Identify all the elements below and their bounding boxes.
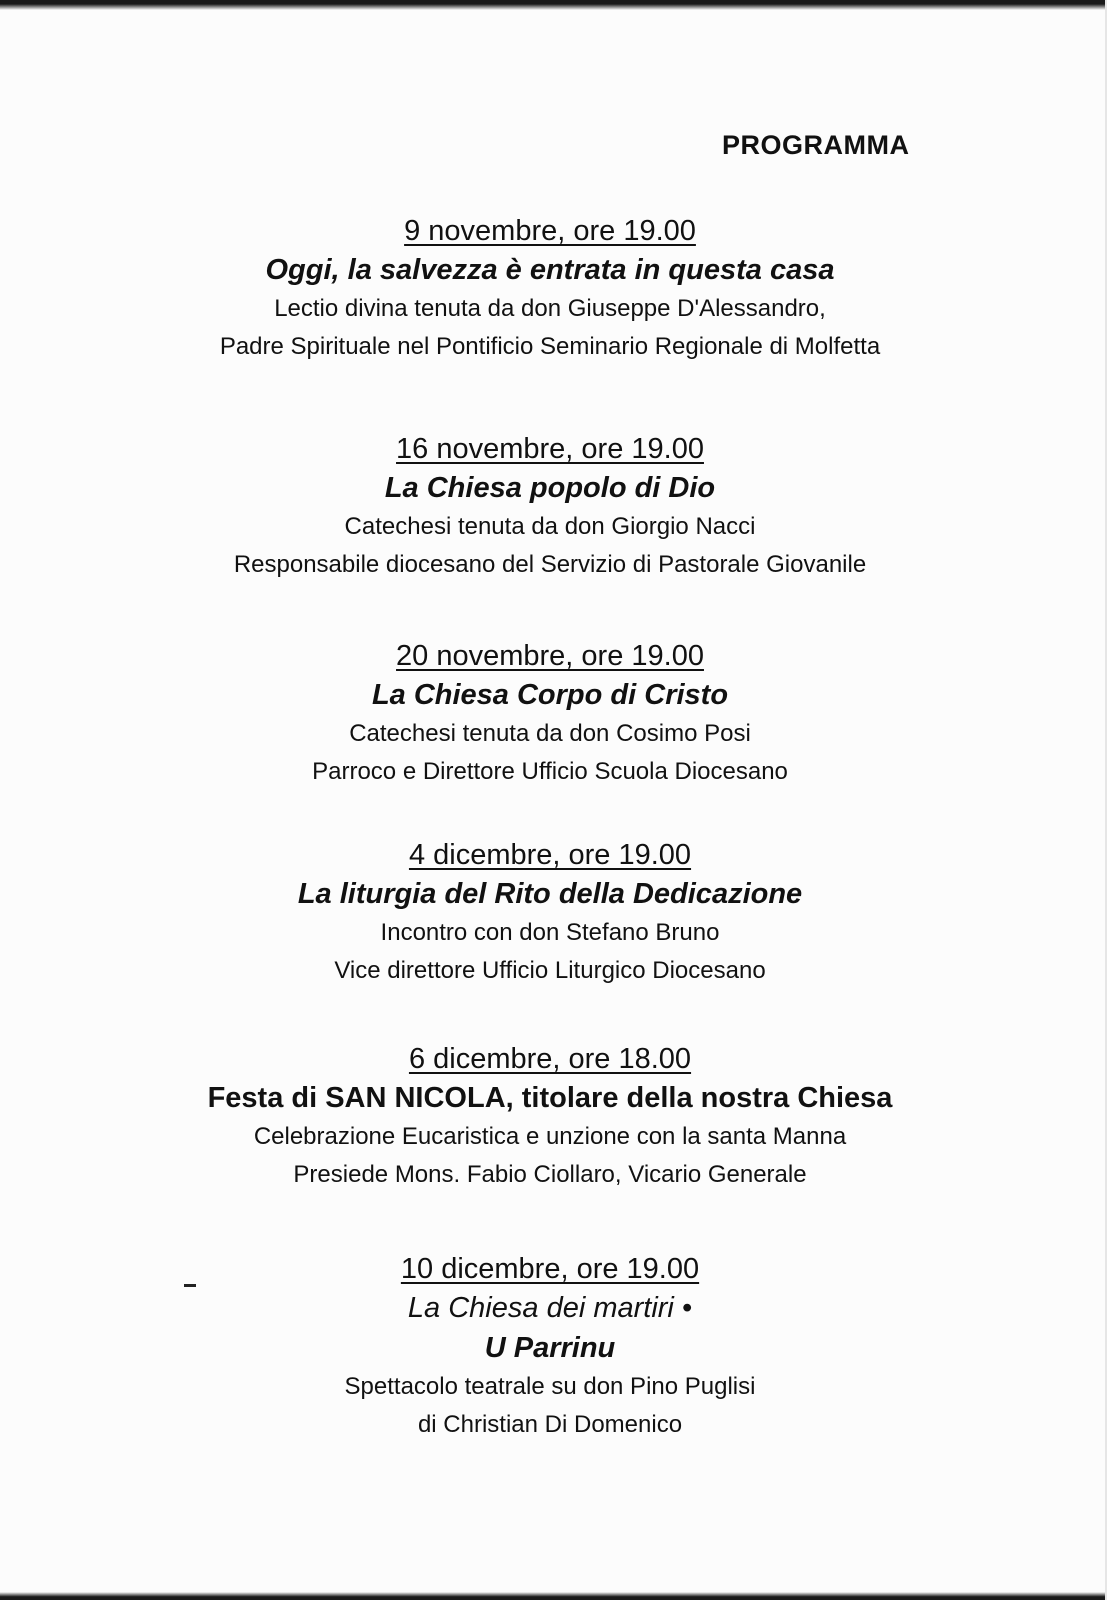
event-item: [40, 1040, 1060, 1194]
event-description: Celebrazione Eucaristica e unzione con la santa Manna: [253, 1123, 847, 1150]
event-date: 4 dicembre, ore 19.00: [408, 839, 692, 871]
event-title: La Chiesa popolo di Dio: [384, 472, 716, 504]
event-description: Catechesi tenuta da don Giorgio Nacci: [344, 513, 756, 540]
event-description: Spettacolo teatrale su don Pino Puglisi: [344, 1373, 756, 1400]
event-date: 16 novembre, ore 19.00: [396, 433, 704, 465]
event-title: La Chiesa dei martiri •: [407, 1292, 693, 1324]
event-title: Festa di SAN NICOLA, titolare della nostra Chiesa: [207, 1082, 893, 1114]
event-item: [40, 1250, 1060, 1444]
event-date: 20 novembre, ore 19.00: [396, 640, 704, 672]
event-description: Lectio divina tenuta da don Giuseppe D'Alessandro,: [274, 295, 826, 322]
event-subtitle: U Parrinu: [484, 1332, 616, 1364]
event-item: [40, 836, 1060, 990]
scan-bottom-edge: [0, 1592, 1107, 1600]
event-description: Padre Spirituale nel Pontificio Seminario Regionale di Molfetta: [219, 333, 881, 360]
event-title: Oggi, la salvezza è entrata in questa casa: [265, 254, 835, 286]
event-date: 9 novembre, ore 19.00: [404, 215, 696, 247]
event-description: Incontro con don Stefano Bruno: [380, 919, 720, 946]
event-title: La Chiesa Corpo di Cristo: [371, 679, 729, 711]
event-description: Catechesi tenuta da don Cosimo Posi: [349, 720, 751, 747]
event-item: [40, 637, 1060, 791]
event-description: Presiede Mons. Fabio Ciollaro, Vicario Generale: [293, 1161, 807, 1188]
event-description: Vice direttore Ufficio Liturgico Diocesano: [334, 957, 766, 984]
event-date: 6 dicembre, ore 18.00: [408, 1043, 692, 1075]
page-title: PROGRAMMA: [722, 130, 910, 160]
event-description: Responsabile diocesano del Servizio di Pastorale Giovanile: [233, 551, 867, 578]
event-description: di Christian Di Domenico: [417, 1411, 683, 1438]
event-item: [40, 212, 1060, 366]
event-date: 10 dicembre, ore 19.00: [400, 1253, 700, 1285]
scan-top-edge: [0, 0, 1107, 10]
event-item: [40, 430, 1060, 584]
event-title: La liturgia del Rito della Dedicazione: [297, 878, 803, 910]
event-description: Parroco e Direttore Ufficio Scuola Diocesano: [312, 758, 788, 785]
